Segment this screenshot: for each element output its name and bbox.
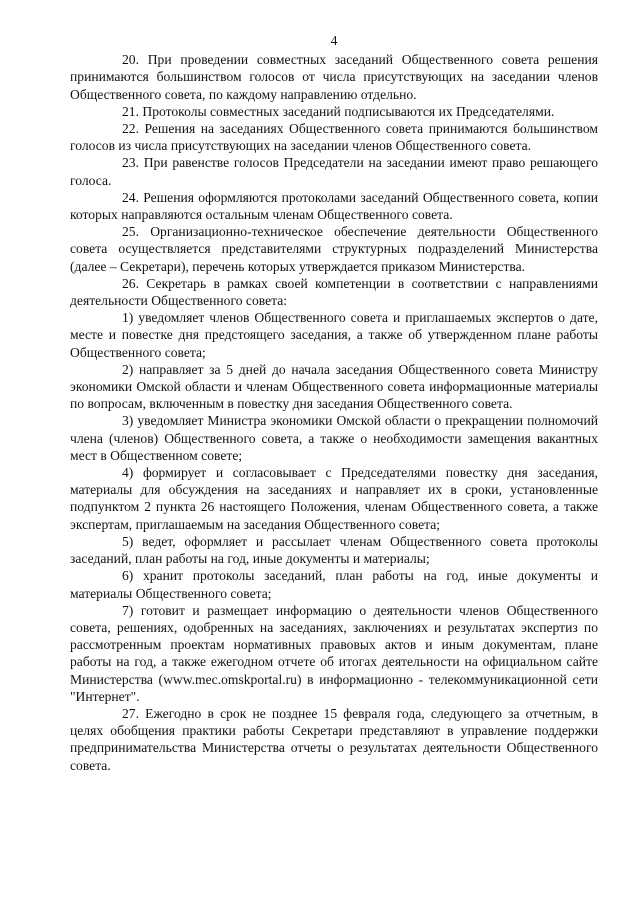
subitem-26-3: 3) уведомляет Министра экономики Омской области о прекращении полномочий члена (членов) Общественного совета, а также о необходимости замещения вакантных мест в Общественном совете; bbox=[70, 413, 598, 463]
page-number: 4 bbox=[330, 33, 338, 48]
subitem-26-7: 7) готовит и размещает информацию о деятельности членов Общественного совета, решениях, одобренных на заседаниях, заключениях и результатах экспертиз по рассмотренным проектам нормативных правовых актов и иным документам, плане работы на год, а также ежегодном отчете об итогах деятельности на официальном сайте Министерства (www.mec.omskportal.ru) в информационно - телекоммуникационной сети "Интернет". bbox=[70, 602, 598, 704]
subitem-26-2: 2) направляет за 5 дней до начала заседания Общественного совета Министру экономики Омской области и членам Общественного совета информационные материалы по вопросам, включенным в повестку дня заседания Общественного совета. bbox=[70, 361, 598, 412]
paragraph-21: 21. Протоколы совместных заседаний подписываются их Председателями. bbox=[122, 103, 555, 119]
subitem-26-5: 5) ведет, оформляет и рассылает членам Общественного совета протоколы заседаний, план работы на год, иные документы и материалы; bbox=[70, 533, 598, 567]
paragraph-22: 22. Решения на заседаниях Общественного совета принимаются большинством голосов из числа присутствующих на заседании членов Общественного совета. bbox=[70, 121, 598, 154]
subitem-26-4: 4) формирует и согласовывает с Председателями повестку дня заседания, материалы для обсуждения на заседаниях и направляет их в сроки, установленные подпунктом 2 пункта 26 настоящего Положения, членам Общественного совета, а также экспертам, приглашаемым на заседания Общественного совета; bbox=[70, 465, 598, 532]
subitem-26-1: 1) уведомляет членов Общественного совета и приглашаемых экспертов о дате, месте и повестке дня предстоящего заседания, а также об утвержденном плане работы Общественного совета; bbox=[70, 310, 598, 360]
paragraph-26: 26. Секретарь в рамках своей компетенции в соответствии с направлениями деятельности Общественного совета: bbox=[70, 275, 598, 309]
paragraph-25: 25. Организационно-техническое обеспечение деятельности Общественного совета осуществляется представителями структурных подразделений Министерства (далее – Секретари), перечень которых утверждается приказом Министерства. bbox=[70, 224, 598, 274]
paragraph-24: 24. Решения оформляются протоколами заседаний Общественного совета, копии которых направляются остальным членам Общественного совета. bbox=[70, 189, 598, 223]
paragraph-20: 20. При проведении совместных заседаний Общественного совета решения принимаются большинством голосов от числа присутствующих на заседании членов Общественного совета, по каждому направлению отдельно. bbox=[70, 52, 598, 102]
subitem-26-6: 6) хранит протоколы заседаний, план работы на год, иные документы и материалы Общественного совета; bbox=[70, 568, 598, 601]
paragraph-27: 27. Ежегодно в срок не позднее 15 февраля года, следующего за отчетным, в целях обобщения практики работы Секретари представляют в управление поддержки предпринимательства Министерства отчеты о результатах деятельности Общественного совета. bbox=[70, 705, 598, 773]
paragraph-23: 23. При равенстве голосов Председатели на заседании имеют право решающего голоса. bbox=[70, 155, 598, 188]
